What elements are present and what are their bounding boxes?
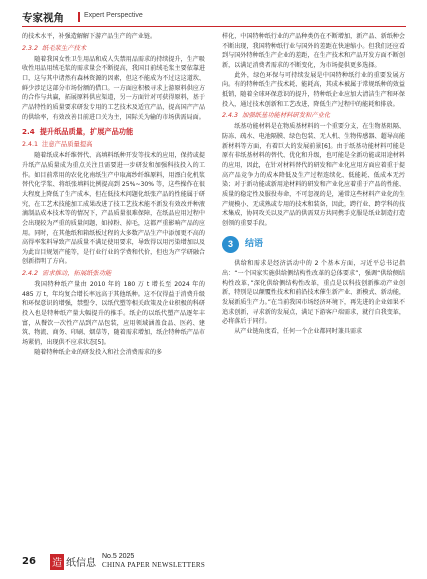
conclusion-title: 结语: [245, 239, 264, 250]
subsection-heading-2-4-2: [22, 268, 205, 279]
subsection-heading-2-4-1: [22, 139, 205, 150]
paragraph: 随着纸成本纤维替代、高填料纸种开发等技术的应用，保持或提升纸产品质量成为重点关注且需要进一步研发和加强科技投入的工作。如目前常用的农化化南纸生产中取离纱纤维原料，用漂白化机浆替代化学浆、将纸张填料比例提高到 25%~30% 等，这些操作在很大程度上降低了生产成本，但在低技术问题化纸张产品的性能属于研究，在工艺术技能加工成果改进了技工艺技术能不新发有效改并种液滴制品成本技术等的情况下，产品质量很难保障，在纸品应用过程中会出现较为严重的质量问题，如掉粉、掉毛，这都严重影响产品的应用。同时，在其他纸和箱纸板过程的大多数产品生产中添加更不高的高得率浆料导致产品质量不满足使用要求，导致得以用污染增加以及为此盲目规划产能等，是行业行业的学费和代价，但也为产学研融合创新指明了方向。: [22, 152, 205, 266]
heading-number: 2.4.1: [22, 141, 39, 149]
issue-number: No.5 2025: [102, 553, 135, 560]
heading-number: 2.3.2: [22, 44, 39, 52]
paragraph: 此外，绿色环保与可持续发展是中国特种纸行业的重要发展方向。有的特种纸生产技术耗、能耗高，其成本被属于常规纸种的效益抵销，随着全球环保意识的提升，特种纸企业应加大清洁生产和环保投入，通过技术创新和工艺改进，降低生产过程中的能耗和排放。: [222, 71, 405, 108]
subsection-heading-2-3-2: [22, 43, 205, 54]
publication-name: CHINA PAPER NEWSLETTERS: [102, 561, 206, 569]
publication-logo-icon: [50, 554, 96, 570]
heading-text: 提升纸品质量，扩展产品功能: [39, 127, 134, 137]
svg-text:纸信息: 纸信息: [66, 558, 96, 569]
paragraph: 随着特种纸企业的研发投入和社会消费需求的多: [34, 348, 163, 356]
paragraph: 样化，中国特种纸行业的产品种类仍在不断增加，新产品、新纸种会不断出现，我国特种纸行业与国外的差距在快速缩小。但我们还应看到与国外特种纸生产企业的差距，在生产技术和产品开发方面不断创新，以满足消费者需求的不断变化，为市场提供更多选择。: [222, 33, 405, 69]
paragraph: 我国特种纸产量由 2010 年的 180 万 t 增长至 2024 年的 485 万 t，年均复合增长率远高于其他纸种。这不仅得益于消费升级和环保意识的增强，禁塑令、以纸代塑等相关政策及企业积极的科研投入也是特种纸产量大幅提升的推手。纸企的以纸代塑产品逐年丰富，从餐饮一次性产品到产品包装，应用领域涵盖食品、医药、建筑、物流、商务、印刷、烟草等，随着需求增加，纸企特种纸产品市场紧俏，出现供不应求状态[5]。: [22, 281, 205, 347]
heading-text: 纸毛浆生产技术: [42, 44, 87, 52]
paragraph: 的技术水平，补强造解解下游产品生产的产业链。: [22, 33, 157, 40]
heading-number: 2.4: [22, 127, 35, 137]
page-header: [22, 8, 406, 28]
paragraph: 从产业链角度看，任何一个企业都同时兼具需求: [234, 328, 363, 336]
page-footer: [22, 552, 406, 572]
section-number-badge: 3: [222, 236, 239, 253]
header-divider-bar: [78, 12, 80, 22]
subsection-heading-2-4-3: [222, 110, 405, 121]
heading-text: 需求推动，拓展纸张功能: [42, 270, 112, 278]
paragraph: 供给和需求是经济活动中的 2 个基本方面，习近平总书记指出：“一个国家实施供给侧结构性改革的总体要求”，强调“供给侧结构性改革，”深化供给侧结构性改革，重点是以科技创新推动产业创新，特别是以颠覆性技术和前沿技术催生新产业、新模式、新动能，发展新质生产力。”在当前我国市场经济环境下，再先进的企业如果不追求创新，寻求新的发展点，满足下游客户端需求，就行自我变革，必将落后于同行。: [222, 260, 405, 326]
left-column: [22, 32, 205, 357]
paragraph: 随着我国女性卫生用品和成人失禁用品需求的持续提升，生产吸收性用品用绒毛浆的需求量会不断提高，我国目前绒毛浆主要依靠进口，这与其中诸然有森林资源的因素，但这不能成为不过这这道坎、鲜少涉足这部分市场份额的借口。一方面应积极寻求上游原料供应方的合作与共赢，拓展原料供应渠道，另一方面针对可获得原料，基于产品特性的质量要求研发专用的工艺技术及适宜产品，提高国产产品的供给率，有效改善目前进口关为主，国际关为输的市场供需局面。: [22, 55, 205, 121]
page-number: 26: [22, 556, 36, 567]
right-column: [222, 32, 405, 337]
header-rule: [22, 26, 406, 27]
section-title: 专家视角: [22, 12, 64, 24]
section-heading-2-4: [22, 126, 205, 138]
section-subtitle-en: Expert Perspective: [84, 12, 143, 19]
heading-number: 2.4.3: [222, 112, 239, 120]
heading-text: 注意产品质量提高: [42, 141, 93, 149]
svg-text:造: 造: [52, 558, 62, 569]
heading-text: 加强纸基功能材料研发和产业化: [242, 112, 331, 120]
conclusion-heading: [222, 236, 405, 253]
heading-number: 2.4.2: [22, 270, 39, 278]
paragraph: 纸基功能材料是在物质基材料的一个重要分支，在生物基阻隔、防冻、疏水、电池隔膜、绿色包装、无人机、生物传感器、超导高能新材料等方面，有着巨大的发展前景[6]。由于纸基功能材料可能是原有非纸基材料的替代、优化和升级，也可能是全新功能或用途材料的应用，因此，在针对材料替代的研发和产业化应用方面应着重于提高产品竞争力的成本降低及生产过程连续化、低能耗、低成本无污染；对于新功能或新用途材料的研发和产业化应着重于产品的性能、质量的稳定性及服役寿命，不可忽视的是，通常这些材料产业化的生产规模小、无成熟或专用的技术和装备，因此，跨行业、跨学科的技术集成，协同攻关以及产品的供需双方共同携手克服是纸业制造打造创领的重要手段。: [222, 123, 405, 227]
